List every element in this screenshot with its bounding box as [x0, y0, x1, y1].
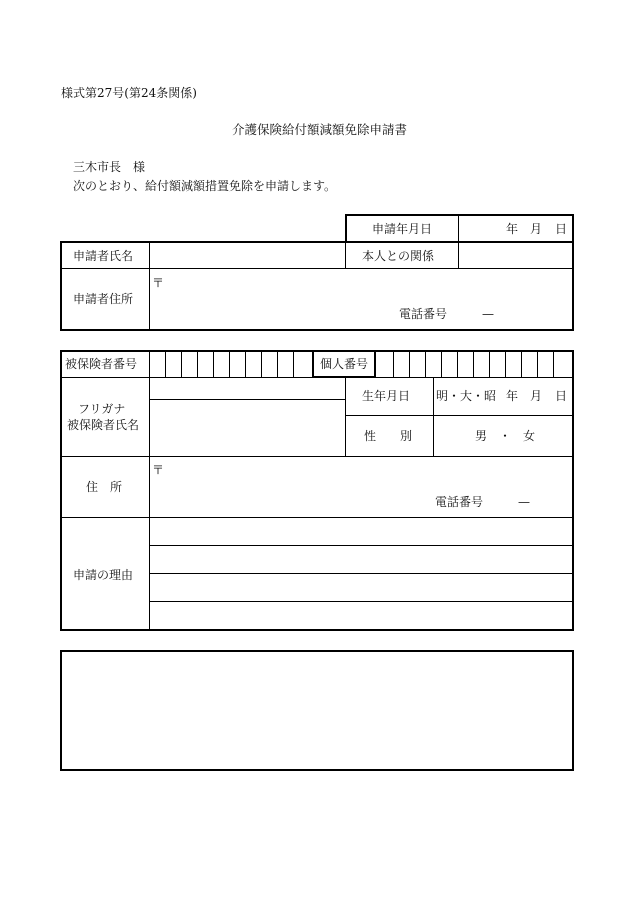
- applicant-postal-mark: 〒: [152, 276, 165, 290]
- applicant-address-field[interactable]: [151, 270, 572, 328]
- office-use-box: [60, 650, 574, 771]
- birth-unit-day: 日: [555, 389, 568, 403]
- gender-options: 男 ・ 女: [475, 429, 536, 443]
- application-date-label: 申請年月日: [372, 222, 433, 236]
- gender-label: 性 別: [364, 429, 413, 443]
- birth-date-field[interactable]: [435, 379, 572, 414]
- date-unit-year: 年: [506, 222, 519, 236]
- birth-date-label: 生年月日: [362, 389, 411, 403]
- form-title: 介護保険給付額減額免除申請書: [232, 122, 408, 137]
- applicant-phone-label: 電話番号: [399, 307, 448, 321]
- reason-field-line-2[interactable]: [151, 547, 572, 572]
- applicant-name-label: 申請者氏名: [73, 249, 134, 263]
- era-options: 明・大・昭: [436, 389, 497, 403]
- insured-number-label: 被保険者番号: [65, 357, 138, 371]
- reason-label: 申請の理由: [73, 568, 134, 582]
- furigana-field[interactable]: [151, 379, 344, 398]
- insured-name-field[interactable]: [151, 401, 344, 455]
- reason-field-line-1[interactable]: [151, 519, 572, 544]
- personal-number-label: 個人番号: [320, 357, 369, 371]
- addressee: 三木市長 様: [73, 160, 146, 174]
- insured-name-label: 被保険者氏名: [67, 418, 140, 432]
- reason-field-line-4[interactable]: [151, 603, 572, 629]
- insured-address-label: 住 所: [86, 480, 123, 494]
- insured-address-field[interactable]: [151, 458, 572, 516]
- applicant-address-label: 申請者住所: [73, 292, 134, 306]
- insured-number-field[interactable]: [150, 352, 311, 376]
- relation-label: 本人との関係: [362, 249, 435, 263]
- relation-field[interactable]: [460, 243, 572, 267]
- applicant-name-field[interactable]: [151, 243, 344, 267]
- furigana-label: フリガナ: [78, 402, 126, 416]
- personal-number-field[interactable]: [378, 352, 572, 376]
- birth-unit-year: 年: [506, 389, 519, 403]
- insured-phone-dash: —: [518, 495, 530, 509]
- intro-text: 次のとおり、給付額減額措置免除を申請します。: [73, 179, 337, 193]
- date-unit-day: 日: [555, 222, 568, 236]
- form-number: 様式第27号(第24条関係): [61, 86, 197, 100]
- birth-unit-month: 月: [530, 389, 543, 403]
- gender-field[interactable]: [435, 417, 572, 455]
- insured-phone-label: 電話番号: [435, 495, 484, 509]
- date-unit-month: 月: [530, 222, 543, 236]
- insured-postal-mark: 〒: [152, 463, 165, 477]
- reason-field-line-3[interactable]: [151, 575, 572, 600]
- applicant-phone-dash: —: [482, 307, 494, 321]
